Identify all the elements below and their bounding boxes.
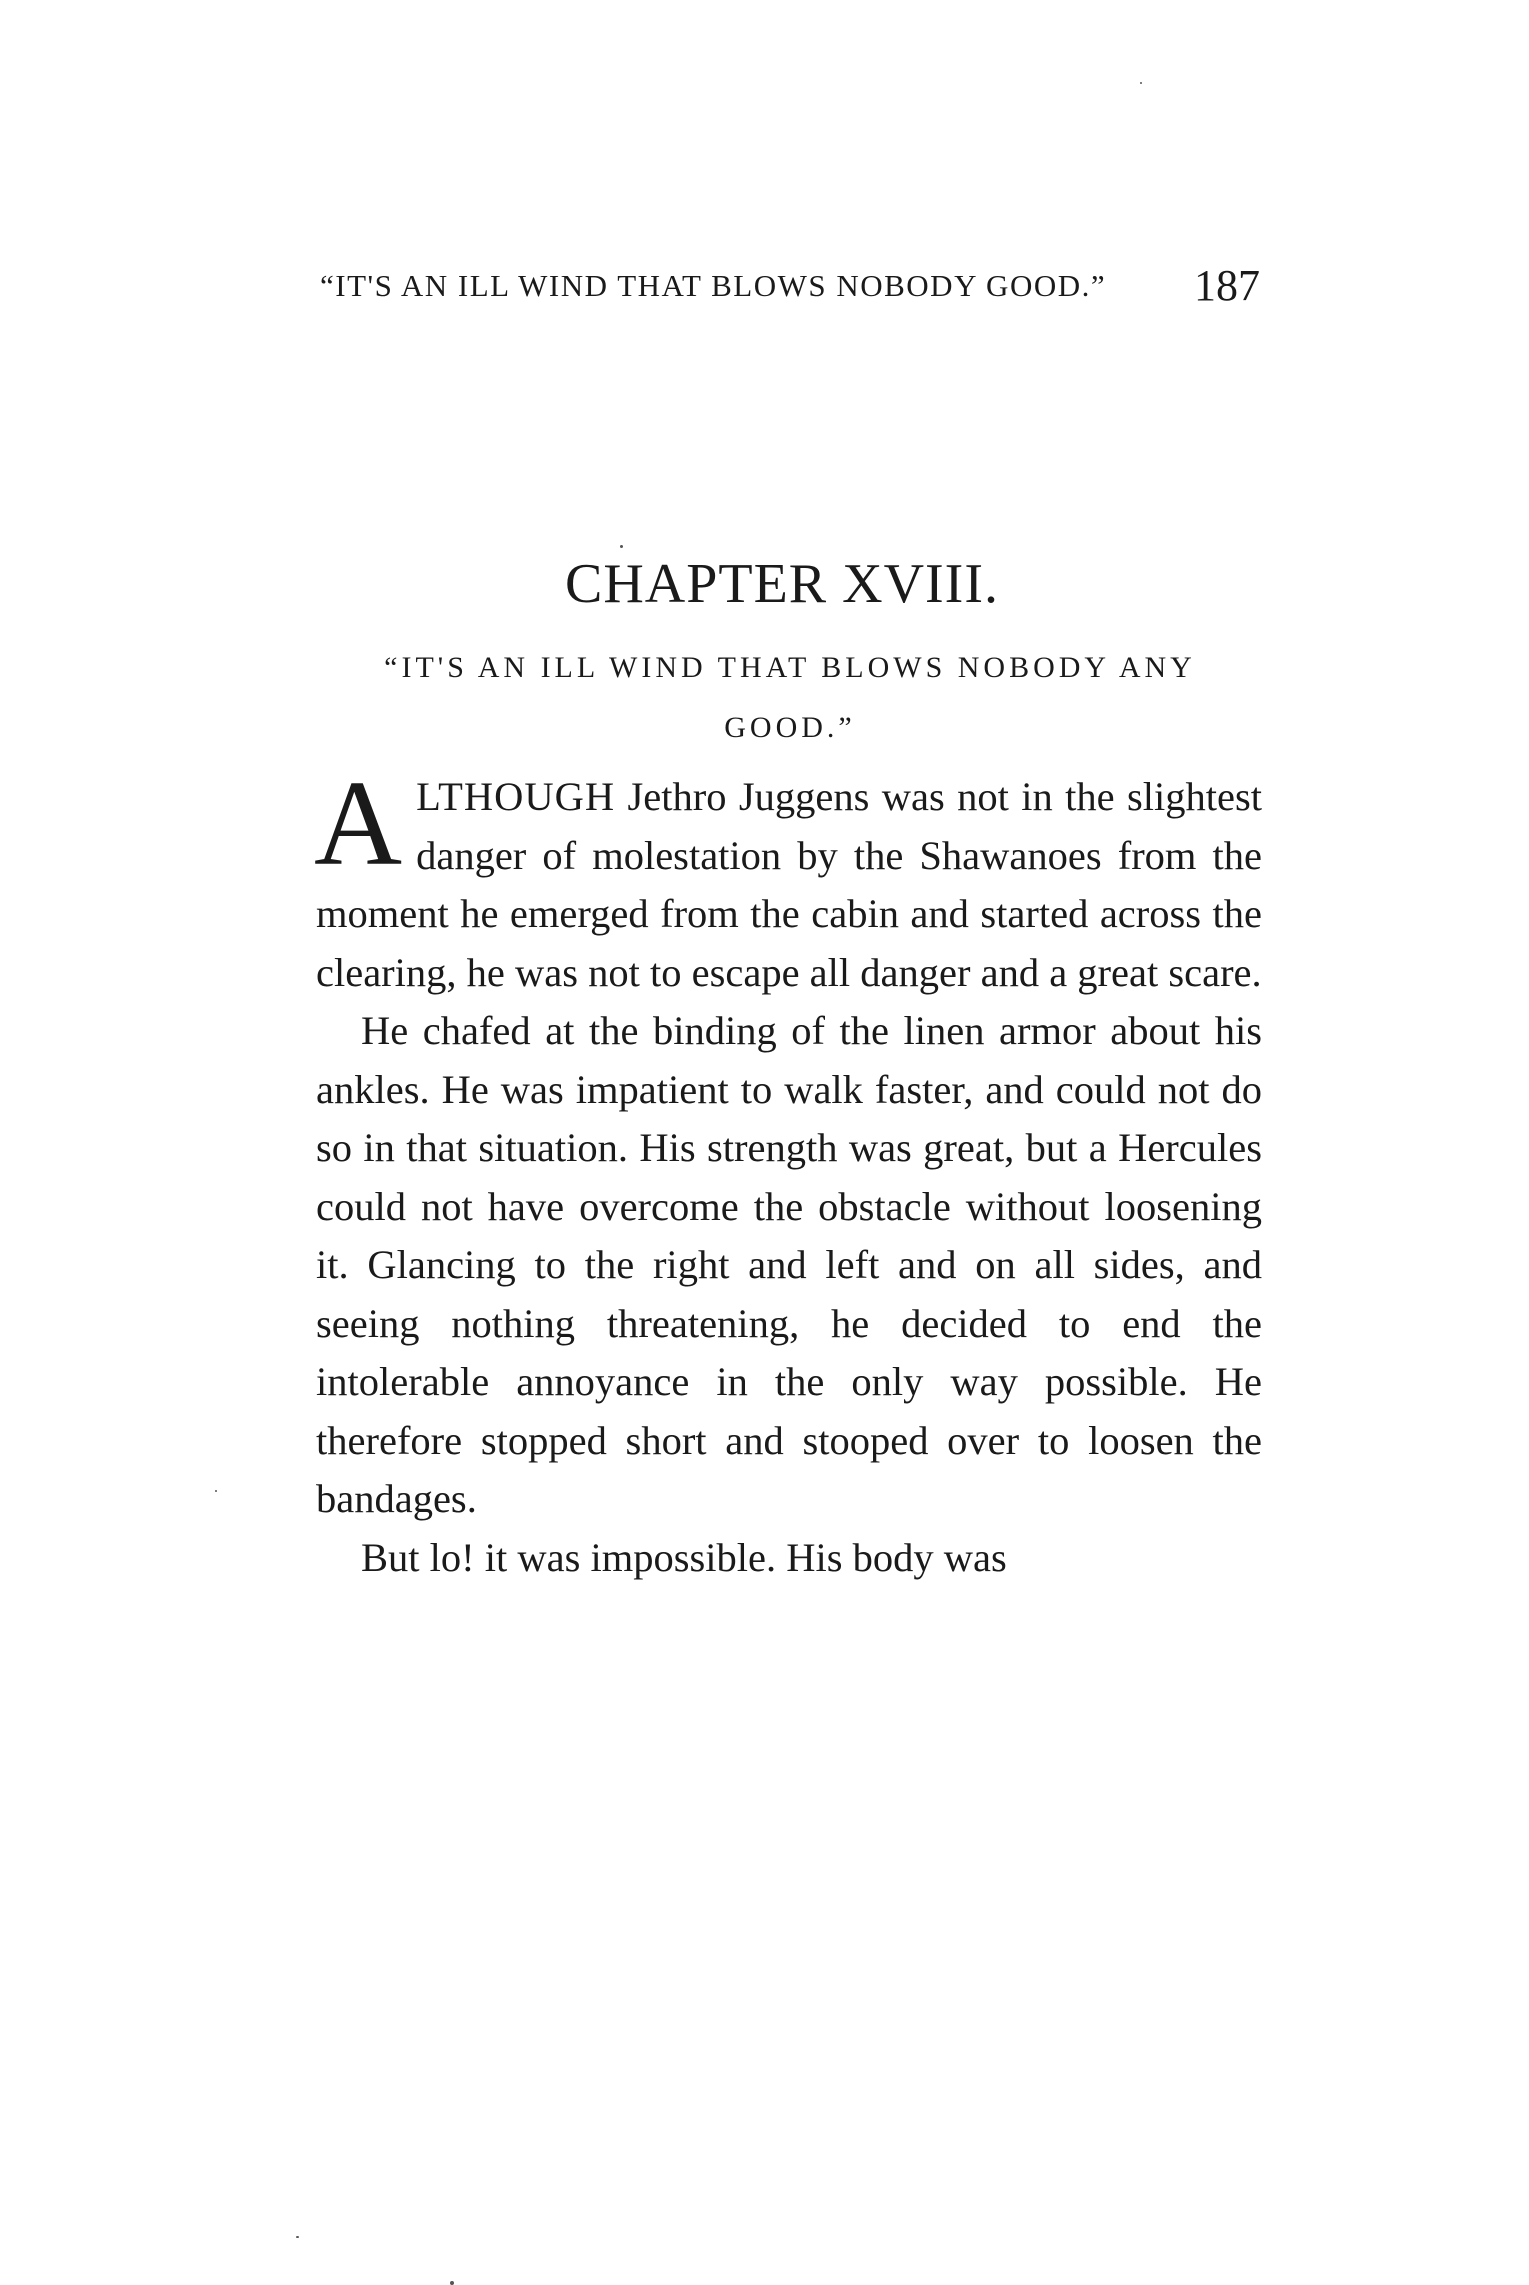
paragraph-1-text: Jethro Juggens was not in the slightest danger of molestation by the Shawanoes from the moment he emerged from the cabin and started across the clearing, he was not to escape all danger and a great scare. <box>316 774 1262 995</box>
paragraph-2: He chafed at the binding of the linen armor about his ankles. He was impatient to walk faster, and could not do so in that situation. His strength was great, but a Hercules could not have overcome the obstacle without loosening it. Glancing to the right and left and on all sides, and seeing nothing threatening, he decided to end the intolerable annoyance in the only way possible. He therefore stopped short and stooped over to loosen the bandages. <box>316 1008 1262 1521</box>
running-header <box>320 262 1260 312</box>
running-head-title: “IT'S AN ILL WIND THAT BLOWS NOBODY GOOD.” <box>320 268 1107 303</box>
drop-cap: A <box>314 756 403 891</box>
lead-in-caps: LTHOUGH <box>416 774 616 819</box>
chapter-title: “IT'S AN ILL WIND THAT BLOWS NOBODY ANY GOOD.” <box>384 651 1196 744</box>
paragraph-1 <box>314 756 1262 1002</box>
chapter-heading: CHAPTER XVIII. <box>565 553 999 615</box>
paragraph-3: But lo! it was impossible. His body was <box>361 1534 1007 1580</box>
body-text <box>314 756 1262 1587</box>
page-number: 187 <box>1194 261 1260 310</box>
